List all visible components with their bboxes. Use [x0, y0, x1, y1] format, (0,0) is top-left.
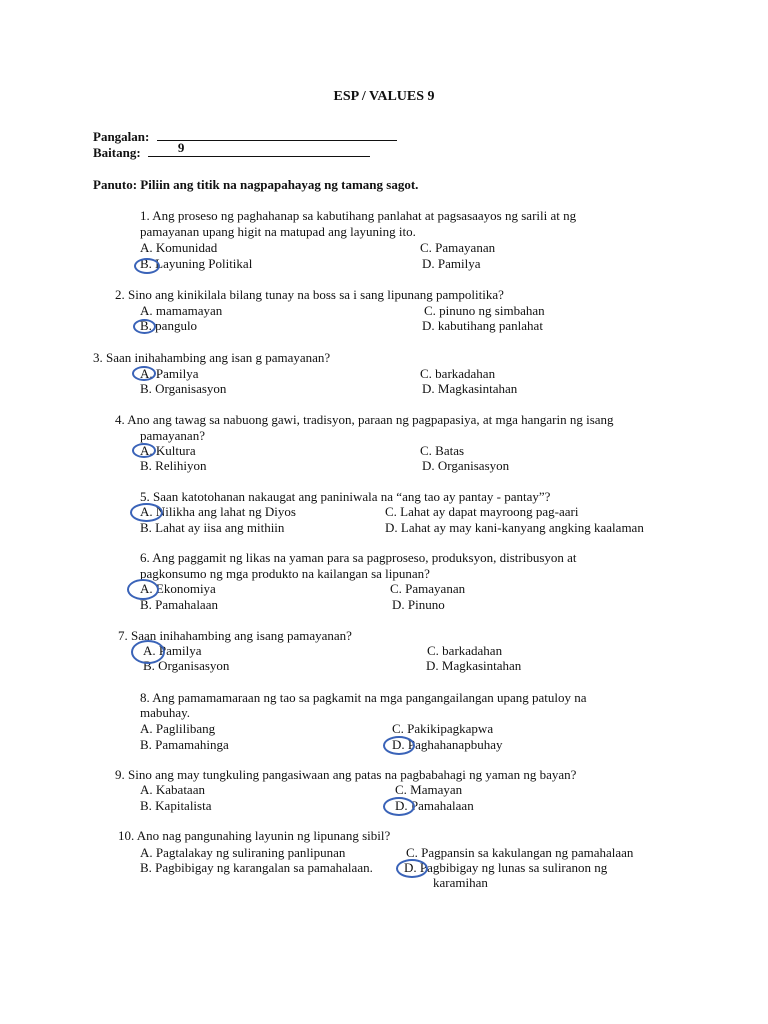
grade-blank: [148, 140, 370, 157]
q7-choice-a[interactable]: A. Pamilya: [143, 643, 202, 658]
answer-mark-q2: [133, 319, 156, 334]
question-5-text: 5. Saan katotohanan nakaugat ang paniniwala na “ang tao ay pantay - pantay”?: [140, 489, 551, 504]
question-2-text: 2. Sino ang kinikilala bilang tunay na boss sa i sang lipunang pampolitika?: [115, 287, 504, 302]
question-6-text: 6. Ang paggamit ng likas na yaman para sa pagproseso, produksyon, distribusyon at: [140, 550, 577, 565]
q6-choice-d[interactable]: D. Pinuno: [392, 597, 445, 612]
q6-choice-a[interactable]: A. Ekonomiya: [140, 581, 216, 596]
question-8-text: 8. Ang pamamamaraan ng tao sa pagkamit na mga pangangailangan upang patuloy na: [140, 690, 587, 705]
q4-choice-b[interactable]: B. Relihiyon: [140, 458, 207, 473]
q1-choice-c[interactable]: C. Pamayanan: [420, 240, 496, 255]
q1-choice-a[interactable]: A. Komunidad: [140, 240, 218, 255]
question-4-text: 4. Ano ang tawag sa nabuong gawi, tradisyon, paraan ng pagpapasiya, at mga hangarin ng isang: [115, 412, 614, 427]
q4-choice-d[interactable]: D. Organisasyon: [422, 458, 510, 473]
q7-choice-d[interactable]: D. Magkasintahan: [426, 658, 522, 673]
question-1-text: 1. Ang proseso ng paghahanap sa kabutihang panlahat at pagsasaayos ng sarili at ng: [140, 208, 577, 223]
answer-mark-q1: [134, 258, 160, 274]
question-9-text: 9. Sino ang may tungkuling pangasiwaan ang patas na pagbabahagi ng yaman ng bayan?: [115, 767, 577, 782]
q10-choice-b[interactable]: B. Pagbibigay ng karangalan sa pamahalaan.: [140, 860, 373, 875]
question-7-text: 7. Saan inihahambing ang isang pamayanan?: [118, 628, 352, 643]
q8-choice-b[interactable]: B. Pamamahinga: [140, 737, 229, 752]
q7-choice-b[interactable]: B. Organisasyon: [143, 658, 230, 673]
answer-mark-q6: [127, 579, 159, 600]
q9-choice-a[interactable]: A. Kabataan: [140, 782, 205, 797]
question-10-text: 10. Ano nag pangunahing layunin ng lipunang sibil?: [118, 828, 391, 843]
q5-choice-a[interactable]: A. Nilikha ang lahat ng Diyos: [140, 504, 296, 519]
answer-mark-q5: [130, 503, 163, 522]
q1-choice-b[interactable]: B. Layuning Politikal: [140, 256, 253, 271]
grade-field: [93, 140, 370, 161]
q9-choice-c[interactable]: C. Mamayan: [395, 782, 463, 797]
name-field: [93, 128, 397, 145]
answer-mark-q9: [383, 797, 415, 816]
q5-choice-b[interactable]: B. Lahat ay iisa ang mithiin: [140, 520, 285, 535]
q1-choice-d[interactable]: D. Pamilya: [422, 256, 481, 271]
q3-choice-b[interactable]: B. Organisasyon: [140, 381, 227, 396]
question-1-text-cont: pamayanan upang higit na matupad ang layuning ito.: [140, 224, 416, 239]
answer-mark-q4: [132, 443, 156, 458]
name-blank: [157, 128, 397, 141]
grade-label: Baitang:: [93, 145, 141, 160]
q2-choice-b[interactable]: B. pangulo: [140, 318, 198, 333]
q9-choice-d[interactable]: D. Pamahalaan: [395, 798, 474, 813]
q7-choice-c[interactable]: C. barkadahan: [427, 643, 503, 658]
answer-mark-q3: [132, 366, 156, 381]
q10-choice-a[interactable]: A. Pagtalakay ng suliraning panlipunan: [140, 845, 346, 860]
q3-choice-d[interactable]: D. Magkasintahan: [422, 381, 518, 396]
instructions: Panuto: Piliin ang titik na nagpapahayag ng tamang sagot.: [93, 177, 419, 192]
q8-choice-c[interactable]: C. Pakikipagkapwa: [392, 721, 494, 736]
question-3-text: 3. Saan inihahambing ang isan g pamayanan?: [93, 350, 331, 365]
q3-choice-c[interactable]: C. barkadahan: [420, 366, 496, 381]
answer-mark-q8: [383, 736, 415, 755]
grade-value: 9: [177, 140, 185, 155]
name-label: Pangalan:: [93, 129, 150, 144]
question-8-text-cont: mabuhay.: [140, 705, 191, 720]
q9-choice-b[interactable]: B. Kapitalista: [140, 798, 212, 813]
q2-choice-d[interactable]: D. kabutihang panlahat: [422, 318, 543, 333]
q5-choice-c[interactable]: C. Lahat ay dapat mayroong pag-aari: [385, 504, 579, 519]
q3-choice-a[interactable]: A. Pamilya: [140, 366, 199, 381]
answer-mark-q10: [396, 859, 428, 878]
q2-choice-c[interactable]: C. pinuno ng simbahan: [424, 303, 545, 318]
q6-choice-b[interactable]: B. Pamahalaan: [140, 597, 218, 612]
q10-choice-d-cont: karamihan: [433, 875, 488, 890]
q10-choice-c[interactable]: C. Pagpansin sa kakulangan ng pamahalaan: [406, 845, 634, 860]
page-title: ESP / VALUES 9: [333, 89, 435, 104]
answer-mark-q7: [131, 640, 165, 664]
question-4-text-cont: pamayanan?: [140, 428, 205, 443]
q5-choice-d[interactable]: D. Lahat ay may kani-kanyang angking kaalaman: [385, 520, 644, 535]
q10-choice-d[interactable]: D. Pagbibigay ng lunas sa suliranon ng: [404, 860, 608, 875]
q8-choice-a[interactable]: A. Paglilibang: [140, 721, 216, 736]
q4-choice-c[interactable]: C. Batas: [420, 443, 465, 458]
q4-choice-a[interactable]: A. Kultura: [140, 443, 196, 458]
q6-choice-c[interactable]: C. Pamayanan: [390, 581, 466, 596]
q2-choice-a[interactable]: A. mamamayan: [140, 303, 223, 318]
q8-choice-d[interactable]: D. Paghahanapbuhay: [392, 737, 503, 752]
question-6-text-cont: pagkonsumo ng mga produkto na kailangan sa lipunan?: [140, 566, 430, 581]
